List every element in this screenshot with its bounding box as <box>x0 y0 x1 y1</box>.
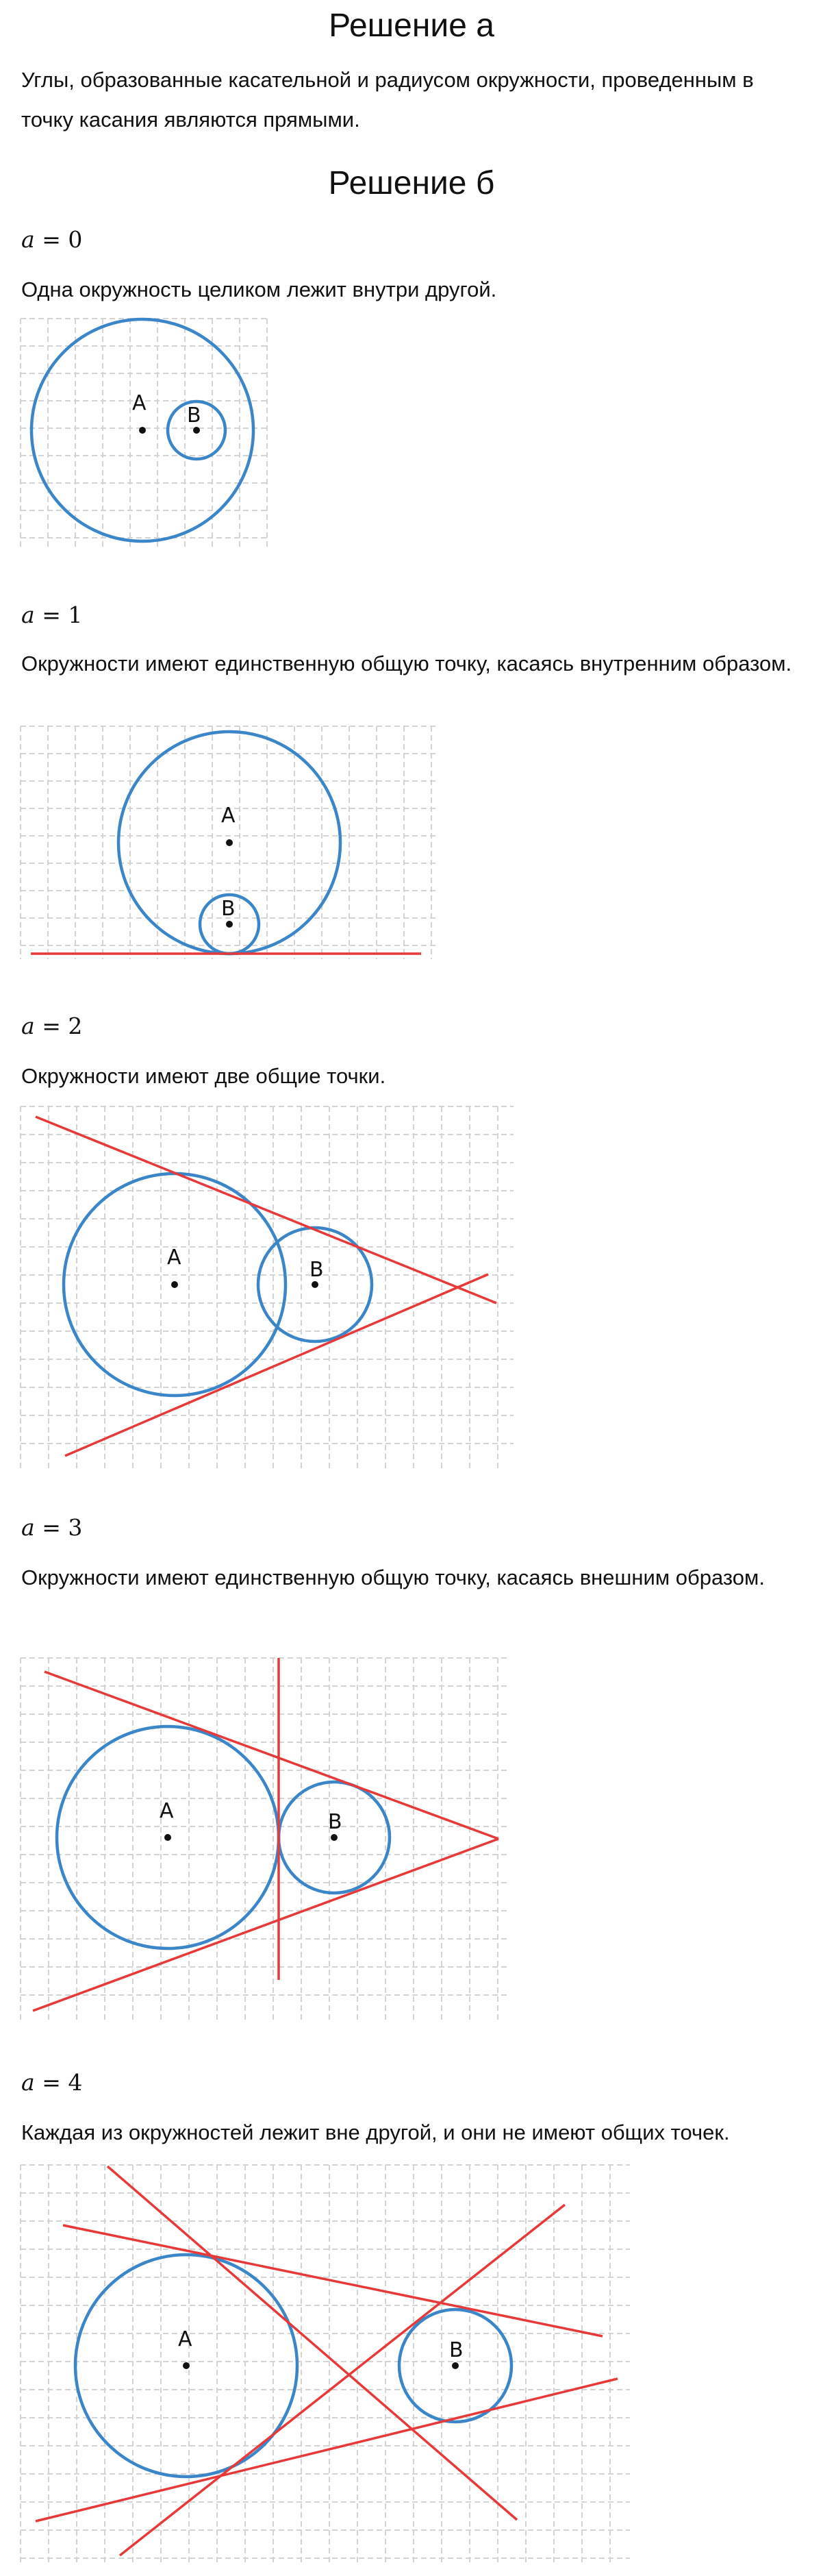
case-1-figure <box>0 719 452 966</box>
case-0-figure <box>0 308 288 555</box>
case-2-text: Окружности имеют две общие точки. <box>21 1064 386 1088</box>
case-4-figure <box>0 2158 644 2569</box>
center-a-dot <box>183 2362 190 2369</box>
case-2-formula: a = 2 <box>21 1013 83 1039</box>
center-a-dot <box>171 1281 178 1288</box>
case-3-figure <box>0 1644 520 2028</box>
part-a-text: Углы, образованные касательной и радиусом окружности, проведенным в точку касания являются прямыми. <box>21 68 754 132</box>
label-a: A <box>221 804 236 828</box>
label-b: B <box>449 2338 464 2362</box>
center-b-dot <box>452 2362 459 2369</box>
outer-tangent-upper <box>63 2225 603 2336</box>
case-2-figure <box>0 1096 520 1480</box>
case-3-formula: a = 3 <box>21 1514 83 1541</box>
label-b: B <box>328 1810 342 1834</box>
tangent-line-lower <box>65 1274 488 1456</box>
case-2-grid <box>21 1106 514 1470</box>
case-3-grid <box>21 1658 507 2021</box>
heading-part-b: Решение б <box>328 165 495 201</box>
label-b: B <box>187 404 201 428</box>
tangent-line-upper <box>45 1672 498 1839</box>
center-b-dot <box>312 1281 318 1288</box>
label-b: B <box>221 897 236 921</box>
center-b-dot <box>331 1834 338 1841</box>
label-a: A <box>160 1799 174 1823</box>
label-a: A <box>132 391 147 415</box>
center-a-dot <box>139 427 146 434</box>
heading-part-a: Решение а <box>329 8 494 44</box>
case-4-text: Каждая из окружностей лежит вне другой, и они не имеют общих точек. <box>21 2120 730 2144</box>
tangent-line-lower <box>33 1839 498 2011</box>
case-3-text: Окружности имеют единственную общую точку, касаясь внешним образом. <box>21 1565 765 1589</box>
case-0-text: Одна окружность целиком лежит внутри другой. <box>21 277 497 301</box>
center-a-dot <box>164 1834 171 1841</box>
case-1-text: Окружности имеют единственную общую точку, касаясь внутренним образом. <box>21 652 792 676</box>
case-4-formula: a = 4 <box>21 2069 83 2096</box>
label-a: A <box>178 2327 192 2351</box>
outer-tangent-lower <box>36 2379 618 2521</box>
center-b-dot <box>193 427 200 434</box>
label-b: B <box>309 1258 324 1282</box>
case-1-formula: a = 1 <box>21 602 83 628</box>
center-b-dot <box>226 921 233 928</box>
case-0-formula: a = 0 <box>21 226 83 253</box>
center-a-dot <box>226 839 233 846</box>
label-a: A <box>167 1246 181 1270</box>
